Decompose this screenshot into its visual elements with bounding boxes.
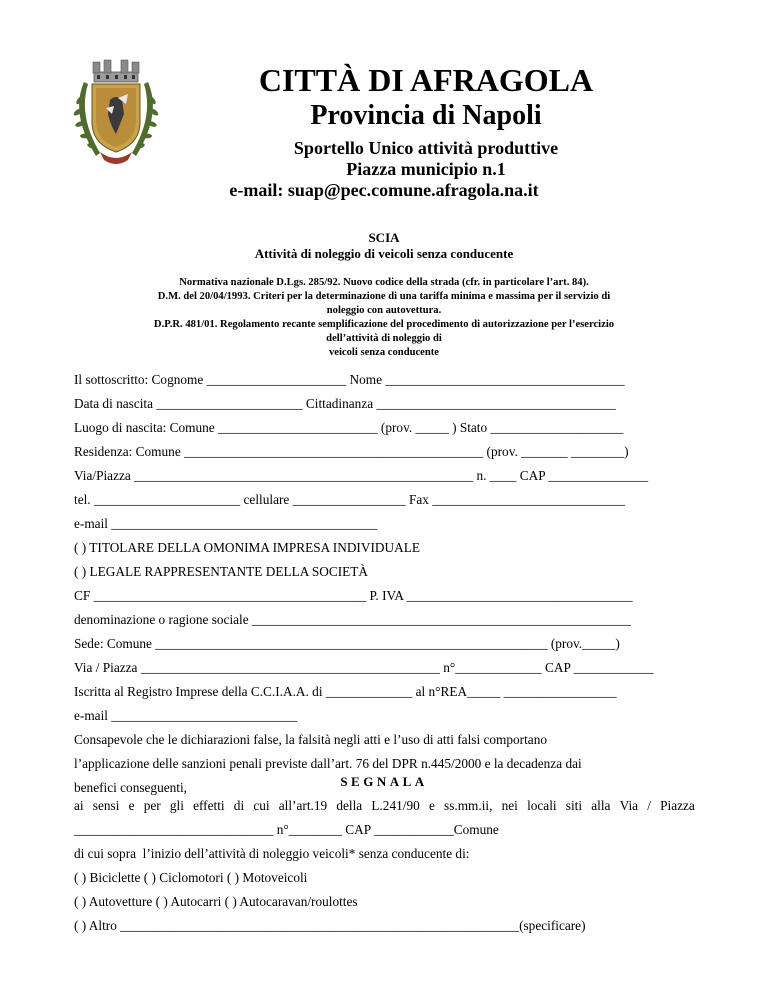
legal-word: gli (169, 798, 184, 813)
legal-word: sensi (92, 798, 120, 813)
normative-line: D.M. del 20/04/1993. Criteri per la determinazione di una tariffa minima e massima per il servizio di (157, 291, 611, 302)
legal-word: siti (565, 798, 583, 813)
field-sede-via[interactable]: Via / Piazza _____________________________________________ n°_____________ CAP ____________ (74, 660, 654, 675)
legal-word: effetti (193, 798, 225, 813)
normative-line: Normativa nazionale D.Lgs. 285/92. Nuovo codice della strada (cfr. in particolare l’art. 84). (179, 277, 589, 288)
field-ragione-sociale[interactable]: denominazione o ragione sociale _________________________________________________________ (74, 612, 631, 627)
legal-word: per (143, 798, 161, 813)
checkbox-altro[interactable]: ( ) Altro ____________________________________________________________(specificare) (74, 918, 586, 933)
legal-word: ss.mm.ii, (444, 798, 493, 813)
declaration-text: l’applicazione delle sanzioni penali previste dall’art. 76 del DPR n.445/2000 e la decadenza dai (74, 756, 582, 771)
legal-word: Piazza (660, 798, 695, 813)
legal-word: e (428, 798, 435, 813)
segnala-heading: SEGNALA (340, 774, 428, 789)
field-sede-comune[interactable]: Sede: Comune ___________________________________________________________ (prov._____) (74, 636, 620, 651)
normative-line: D.P.R. 481/01. Regolamento recante semplificazione del procedimento di autorizzazione per l’esercizio (153, 319, 615, 330)
field-email-impresa[interactable]: e-mail ____________________________ (74, 708, 298, 723)
legal-word: Via (619, 798, 639, 813)
checkbox-veicoli-1[interactable]: ( ) Biciclette ( ) Ciclomotori ( ) Motoveicoli (74, 870, 308, 885)
legal-word: della (336, 798, 363, 813)
legal-word: e (128, 798, 135, 813)
legal-word: cui (253, 798, 270, 813)
checkbox-legale-rappresentante[interactable]: ( ) LEGALE RAPPRESENTANTE DELLA SOCIETÀ (74, 564, 369, 579)
field-cognome-nome[interactable]: Il sottoscritto: Cognome _____________________ Nome ____________________________________ (74, 372, 625, 387)
field-contatti[interactable]: tel. ______________________ cellulare _________________ Fax _____________________________ (74, 492, 626, 507)
field-locali[interactable]: ______________________________ n°________ CAP ____________Comune (74, 822, 499, 837)
field-via-piazza[interactable]: Via/Piazza ___________________________________________________ n. ____ CAP _______________ (74, 468, 649, 483)
field-residenza[interactable]: Residenza: Comune _____________________________________________ (prov. _______ ________) (74, 444, 629, 459)
legal-reference-line (74, 798, 695, 814)
document-subtitle: Attività di noleggio di veicoli senza conducente (254, 246, 514, 261)
city-title: CITTÀ DI AFRAGOLA (258, 62, 594, 98)
checkbox-veicoli-2[interactable]: ( ) Autovetture ( ) Autocarri ( ) Autocaravan/roulottes (74, 894, 358, 909)
normative-line: veicoli senza conducente (328, 347, 440, 358)
office-address: Piazza municipio n.1 (346, 159, 506, 179)
office-email: e-mail: suap@pec.comune.afragola.na.it (229, 180, 539, 200)
legal-word: locali (527, 798, 557, 813)
field-email[interactable]: e-mail ________________________________________ (74, 516, 378, 531)
field-registro-imprese[interactable]: Iscritta al Registro Imprese della C.C.I.A.A. di _____________ al n°REA_____ _________________ (74, 684, 617, 699)
legal-word: / (647, 798, 651, 813)
declaration-text: benefici conseguenti, (74, 780, 187, 795)
activity-intro: di cui sopra l’inizio dell’attività di noleggio veicoli* senza conducente di: (74, 846, 470, 861)
legal-word: all’art.19 (278, 798, 328, 813)
province-title: Provincia di Napoli (310, 100, 542, 131)
legal-word: di (233, 798, 245, 813)
declaration-text: Consapevole che le dichiarazioni false, la falsità negli atti e l’uso di atti falsi comportano (74, 732, 547, 747)
field-luogo-nascita[interactable]: Luogo di nascita: Comune ________________________ (prov. _____ ) Stato ____________________ (74, 420, 624, 435)
legal-word: ai (74, 798, 84, 813)
office-name: Sportello Unico attività produttive (293, 138, 559, 158)
normative-line: noleggio con autovettura. (326, 305, 442, 316)
legal-word: L.241/90 (371, 798, 420, 813)
normative-line: dell’attività di noleggio di (326, 333, 442, 344)
document-title: SCIA (368, 230, 400, 245)
field-nascita-cittadinanza[interactable]: Data di nascita ______________________ Cittadinanza ____________________________________ (74, 396, 616, 411)
legal-word: alla (591, 798, 611, 813)
field-cf-piva[interactable]: CF _________________________________________ P. IVA __________________________________ (74, 588, 633, 603)
legal-word: nei (501, 798, 518, 813)
checkbox-titolare[interactable]: ( ) TITOLARE DELLA OMONIMA IMPRESA INDIVIDUALE (74, 540, 420, 555)
